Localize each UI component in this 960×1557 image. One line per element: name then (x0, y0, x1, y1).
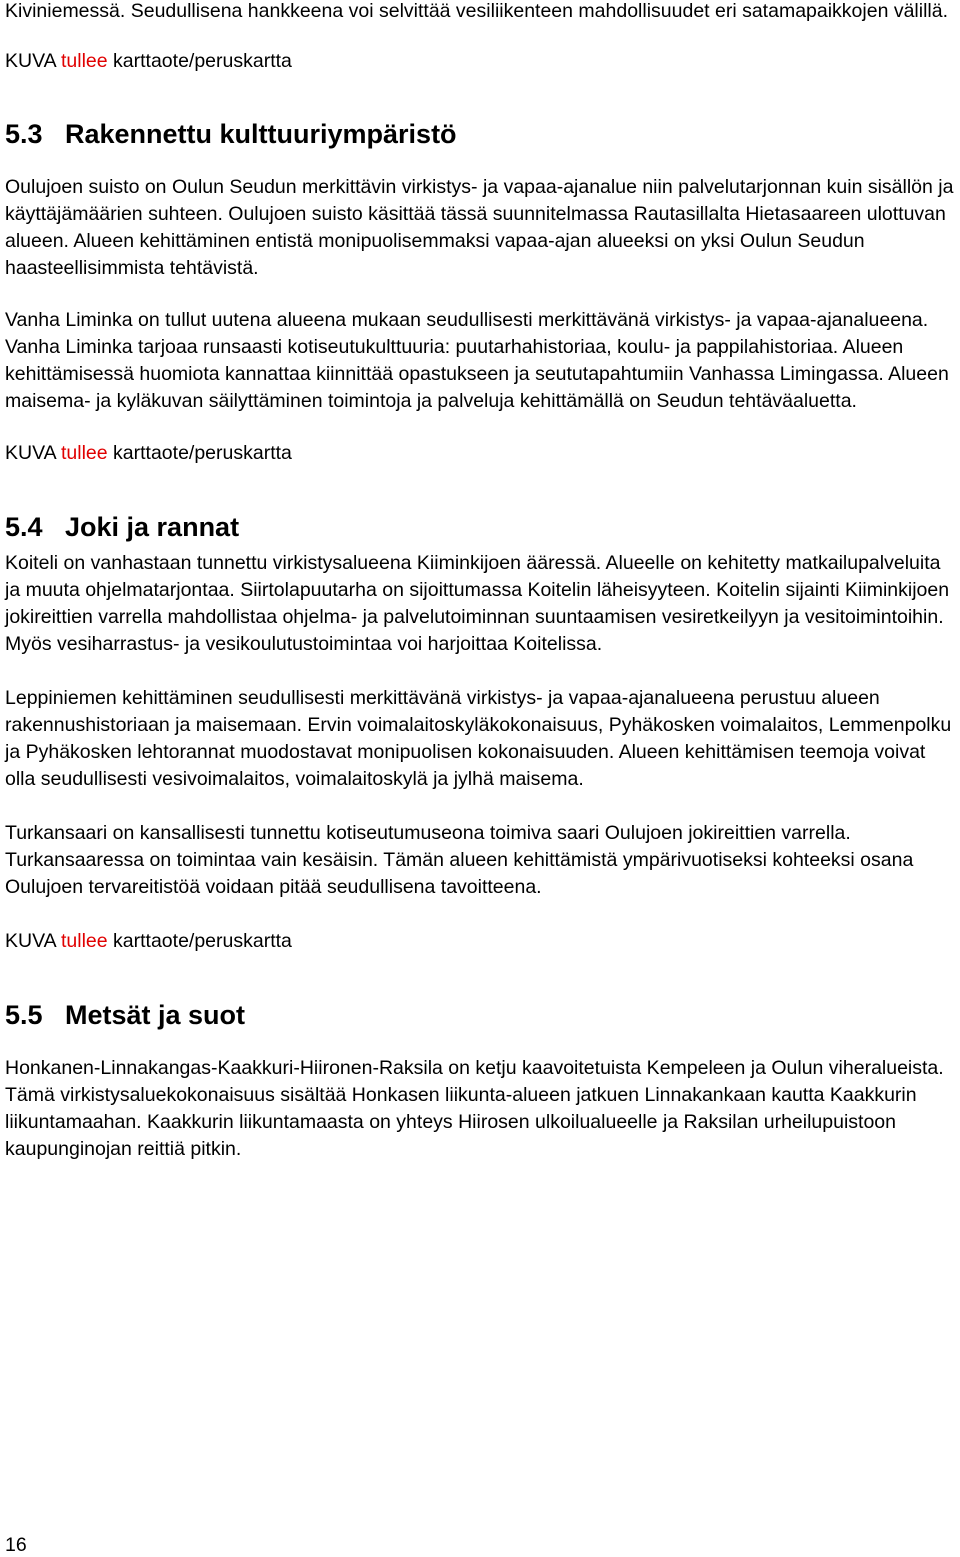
map-note-prefix: KUVA (5, 442, 61, 464)
map-note-suffix: karttaote/peruskartta (107, 930, 292, 952)
map-note (5, 928, 957, 955)
body-paragraph: Koiteli on vanhastaan tunnettu virkistysalueena Kiiminkijoen ääressä. Alueelle on kehitetty matkailupalveluita ja muuta ohjelmatarjontaa. Siirtolapuutarha on sijoittumassa Koitelin läheisyyteen. Koitelin sijainti Kiiminkijoen jokireittien varrella mahdollistaa ohjelma- ja palvelutoiminnan suuntaamisen vesiretkeilyyn ja vesitoimintoihin. Myös vesiharrastus- ja vesikoulutustoimintaa voi harjoittaa Koitelissa. (5, 552, 950, 655)
map-note-highlight: tullee (61, 50, 108, 72)
section-number: 5.5 (5, 1000, 43, 1030)
section-heading-5-4 (5, 511, 957, 543)
intro-paragraph: Kiviniemessä. Seudullisena hankkeena voi selvittää vesiliikenteen mahdollisuudet eri satamapaikkojen välillä. (5, 0, 949, 22)
section-number: 5.4 (5, 512, 43, 542)
map-note-suffix: karttaote/peruskartta (107, 442, 292, 464)
map-note-suffix: karttaote/peruskartta (107, 50, 292, 72)
section-heading-5-5 (5, 999, 957, 1031)
map-note (5, 48, 957, 75)
section-title: Metsät ja suot (65, 1000, 246, 1030)
section-heading-5-3 (5, 118, 957, 150)
body-paragraph: Vanha Liminka on tullut uutena alueena mukaan seudullisesti merkittävänä virkistys- ja vapaa-ajanalueena. Vanha Liminka tarjoaa runsaasti kotiseutukulttuuria: puutarhahistoriaa, koulu- ja pappilahistoriaa. Alueen kehittämisessä huomiota kannattaa kiinnittää opastukseen ja seututapahtumiin Vanhassa Limingassa. Alueen maisema- ja kyläkuvan säilyttäminen toimintoja ja palveluja kehittämällä on Seudun tehtäväaluetta. (5, 309, 949, 412)
body-paragraph: Honkanen-Linnakangas-Kaakkuri-Hiironen-Raksila on ketju kaavoitetuista Kempeleen ja Oulun viheralueista. Tämä virkistysaluekokonaisuus sisältää Honkasen liikunta-alueen jatkuen Linnakankaan kautta Kaakkurin liikuntamaahan. Kaakkurin liikuntamaasta on yhteys Hiirosen ulkoilualueelle ja Raksilan urheilupuistoon kaupunginojan reittiä pitkin. (5, 1057, 944, 1160)
map-note-prefix: KUVA (5, 50, 61, 72)
body-paragraph: Turkansaari on kansallisesti tunnettu kotiseutumuseona toimiva saari Oulujoen jokireittien varrella. Turkansaaressa on toimintaa vain kesäisin. Tämän alueen kehittämistä ympärivuotiseksi kohteeksi osana Oulujoen tervareitistöä voidaan pitää seudullisena tavoitteena. (5, 822, 914, 898)
map-note-highlight: tullee (61, 930, 108, 952)
page-number: 16 (5, 1534, 27, 1556)
section-number: 5.3 (5, 119, 43, 149)
section-title: Rakennettu kulttuuriympäristö (65, 119, 457, 149)
body-paragraph: Leppiniemen kehittäminen seudullisesti merkittävänä virkistys- ja vapaa-ajanalueena perustuu alueen rakennushistoriaan ja maisemaan. Ervin voimalaitoskyläkokonaisuus, Pyhäkosken voimalaitos, Lemmenpolku ja Pyhäkosken lehtorannat muodostavat monipuolisen kokonaisuuden. Alueen kehittämisen teemoja voivat olla seudullisesti vesivoimalaitos, voimalaitoskylä ja jylhä maisema. (5, 687, 952, 790)
document-page (5, 0, 957, 1163)
section-title: Joki ja rannat (65, 512, 240, 542)
map-note (5, 440, 957, 467)
body-paragraph: Oulujoen suisto on Oulun Seudun merkittävin virkistys- ja vapaa-ajanalue niin palvelutarjonnan kuin sisällön ja käyttäjämäärien suhteen. Oulujoen suisto käsittää tässä suunnitelmassa Rautasillalta Hietasaareen ulottuvan alueen. Alueen kehittäminen entistä monipuolisemmaksi vapaa-ajan alueeksi on yksi Oulun Seudun haasteellisimmista tehtävistä. (5, 176, 954, 279)
map-note-highlight: tullee (61, 442, 108, 464)
map-note-prefix: KUVA (5, 930, 61, 952)
